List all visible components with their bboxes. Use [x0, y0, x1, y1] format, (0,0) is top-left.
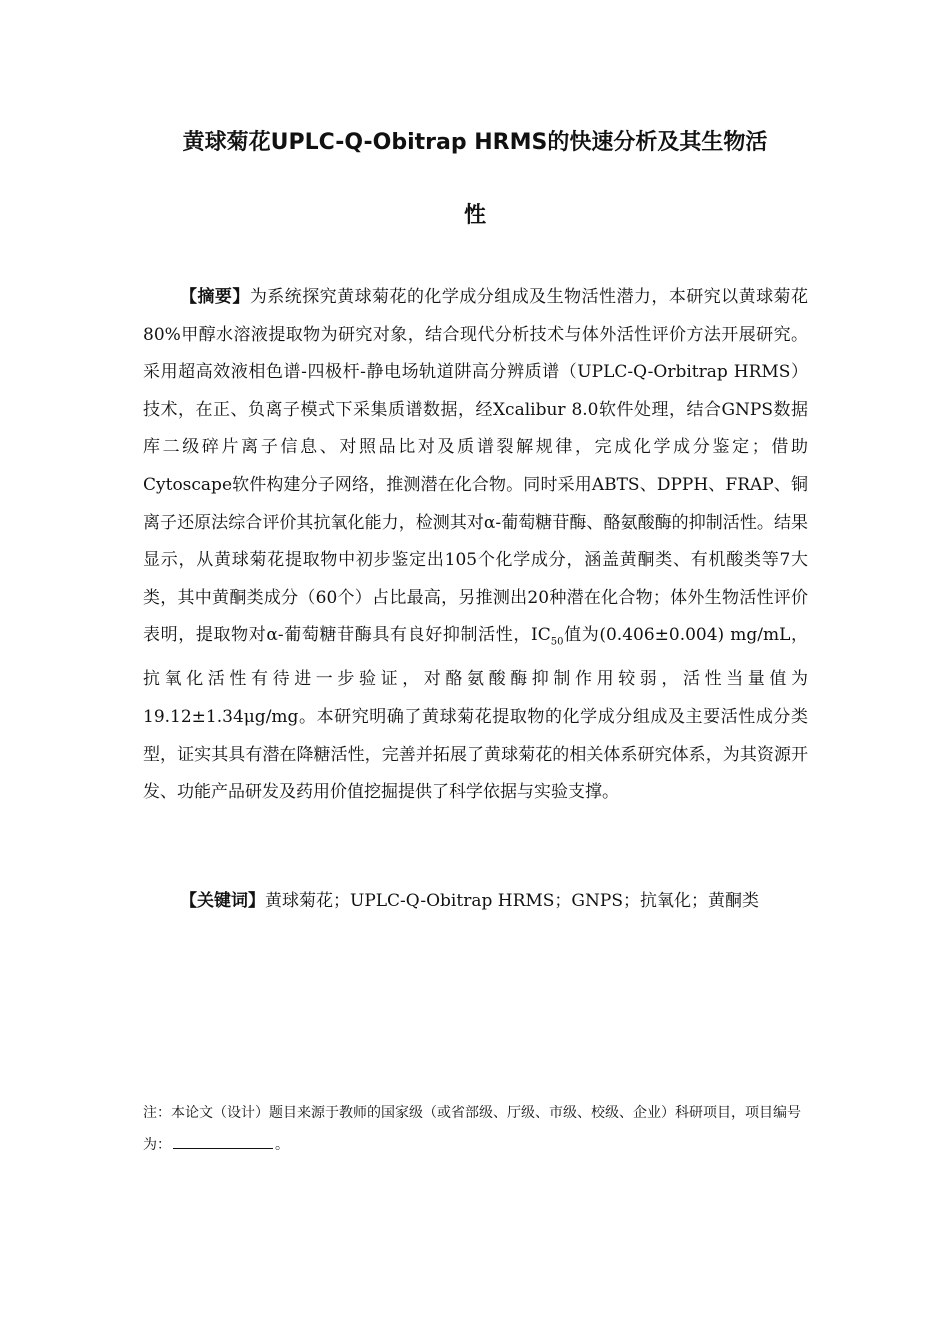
abstract-paragraph — [143, 279, 808, 812]
paper-title-line-2: 性 — [463, 203, 486, 228]
abstract-text-continued: 值为(0.406±0.004) mg/mL，抗氧化活性有待进一步验证，对酪氨酸酶抑制作用较弱，活性当量值为19.12±1.34μg/mg。本研究明确了黄球菊花提取物的化学成分组成及主要活性成分类型，证实其具有潜在降糖活性，完善并拓展了黄球菊花的相关体系研究体系，为其资源开发、功能产品研发及药用价值挖掘提供了科学依据与实验支撑。 — [143, 625, 808, 803]
footnote-text: 注：本论文（设计）题目来源于教师的国家级（或省部级、厅级、市级、校级、企业）科研项目，项目编号为： — [143, 1105, 801, 1153]
paper-title-line-1: 黄球菊花UPLC-Q-Obitrap HRMS的快速分析及其生物活 — [182, 130, 768, 155]
abstract-label: 【摘要】 — [180, 287, 250, 307]
footnote — [143, 1097, 808, 1161]
abstract-ic-subscript: 50 — [550, 636, 564, 648]
abstract-text: 为系统探究黄球菊花的化学成分组成及生物活性潜力，本研究以黄球菊花80%甲醇水溶液提取物为研究对象，结合现代分析技术与体外活性评价方法开展研究。采用超高效液相色谱-四极杆-静电场轨道阱高分辨质谱（UPLC-Q-Orbitrap HRMS）技术，在正、负离子模式下采集质谱数据，经Xcalibur 8.0软件处理，结合GNPS数据库二级碎片离子信息、对照品比对及质谱裂解规律，完成化学成分鉴定；借助Cytoscape软件构建分子网络，推测潜在化合物。同时采用ABTS、DPPH、FRAP、铜离子还原法综合评价其抗氧化能力，检测其对α-葡萄糖苷酶、酪氨酸酶的抑制活性。结果显示，从黄球菊花提取物中初步鉴定出105个化学成分，涵盖黄酮类、有机酸类等7大类，其中黄酮类成分（60个）占比最高，另推测出20种潜在化合物；体外生物活性评价表明，提取物对α-葡萄糖苷酶具有良好抑制活性，IC — [143, 287, 809, 646]
keywords-text: 黄球菊花；UPLC-Q-Obitrap HRMS；GNPS；抗氧化；黄酮类 — [265, 891, 759, 911]
keywords-label: 【关键词】 — [180, 891, 265, 911]
project-number-blank — [173, 1134, 273, 1149]
keywords-line — [180, 885, 759, 917]
footnote-end: 。 — [275, 1137, 289, 1153]
